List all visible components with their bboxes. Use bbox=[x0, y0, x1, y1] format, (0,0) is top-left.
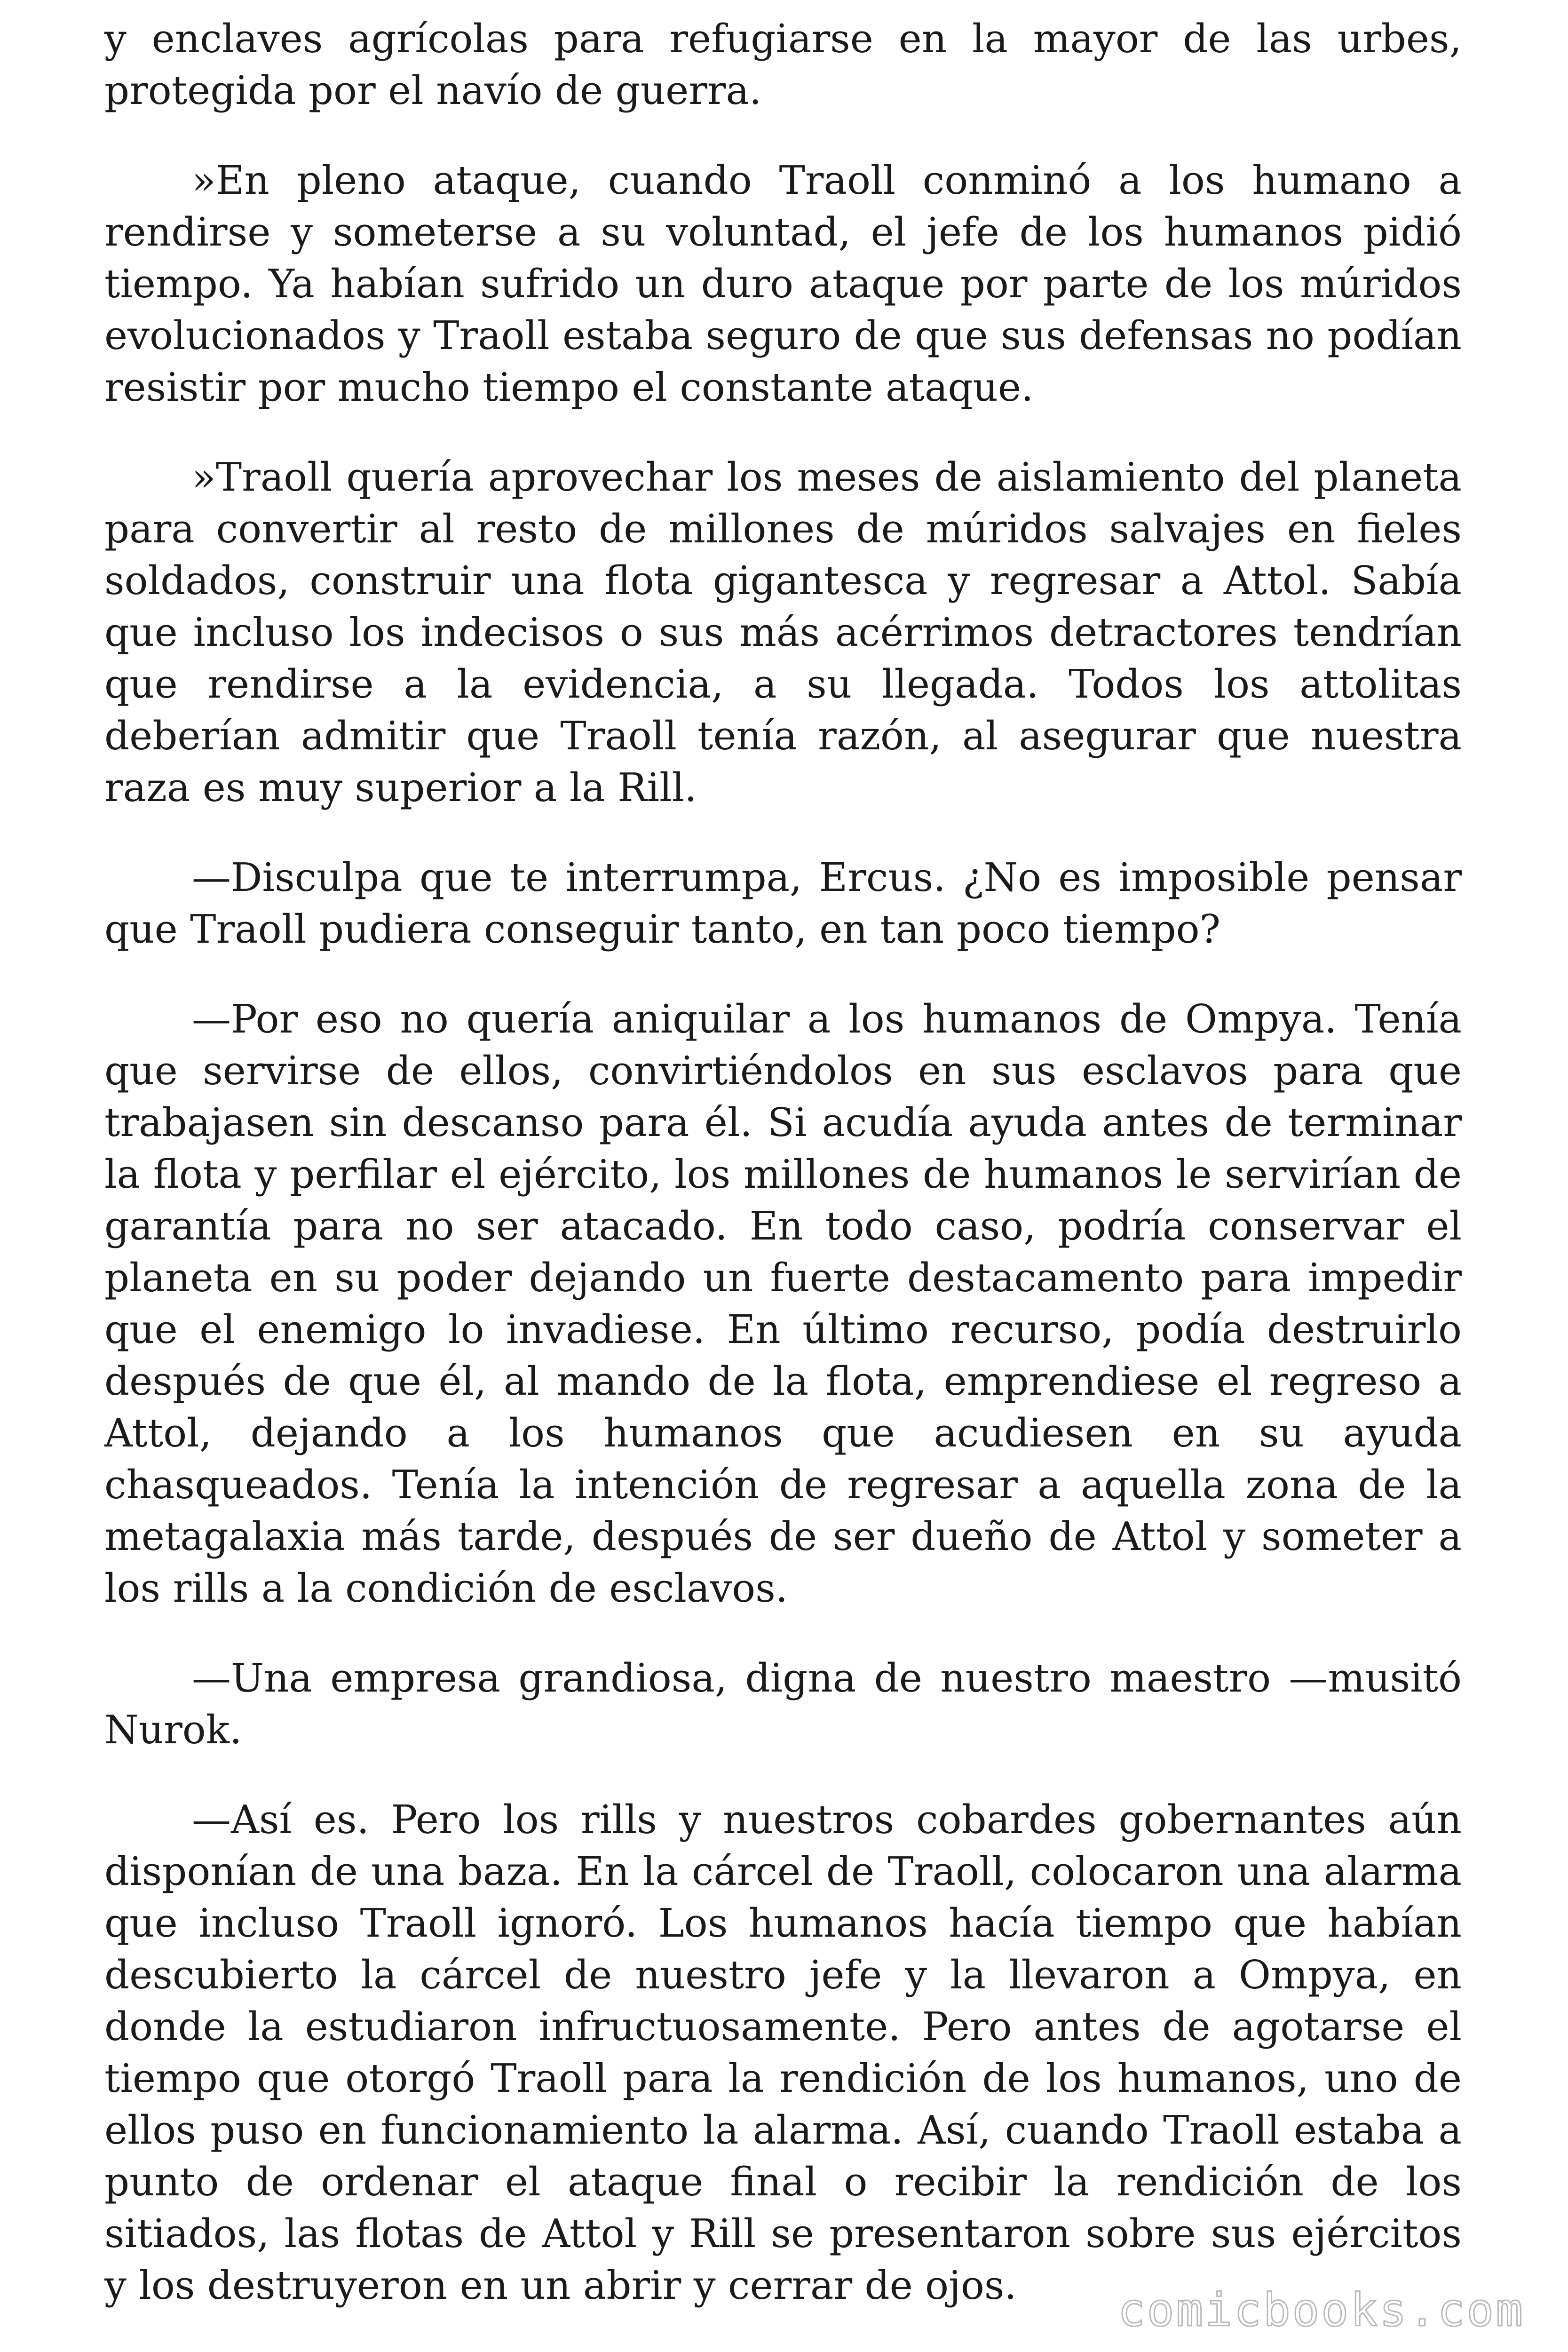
paragraph-dialogue-nurok: —Una empresa grandiosa, digna de nuestro maestro —musitó Nurok. bbox=[104, 1655, 1462, 1753]
book-page bbox=[104, 13, 1462, 2308]
watermark: comicbooks.com bbox=[1117, 2284, 1525, 2336]
paragraph-siege: »En pleno ataque, cuando Traoll conminó a los humano a rendirse y someterse a su voluntad, el jefe de los humanos pidió tiempo. Ya habían sufrido un duro ataque por parte de los múridos evolucionados y Traoll estaba seguro de que sus defensas no podían resistir por mucho tiempo el constante ataque. bbox=[104, 158, 1462, 410]
paragraph-dialogue-answer: —Por eso no quería aniquilar a los humanos de Ompya. Tenía que servirse de ellos, convirtiéndolos en sus esclavos para que trabajasen sin descanso para él. Si acudía ayuda antes de terminar la flota y perfilar el ejército, los millones de humanos le servirían de garantía para no ser atacado. En todo caso, podría conservar el planeta en su poder dejando un fuerte destacamento para impedir que el enemigo lo invadiese. En último recurso, podía destruirlo después de que él, al mando de la flota, emprendiese el regreso a Attol, dejando a los humanos que acudiesen en su ayuda chasqueados. Tenía la intención de regresar a aquella zona de la metagalaxia más tarde, después de ser dueño de Attol y someter a los rills a la condición de esclavos. bbox=[104, 996, 1462, 1611]
paragraph-continuation: y enclaves agrícolas para refugiarse en la mayor de las urbes, protegida por el navío de guerra. bbox=[104, 16, 1462, 113]
paragraph-dialogue-question: —Disculpa que te interrumpa, Ercus. ¿No es imposible pensar que Traoll pudiera conseguir tanto, en tan poco tiempo? bbox=[104, 855, 1462, 952]
paragraph-plan: »Traoll quería aprovechar los meses de aislamiento del planeta para convertir al resto de millones de múridos salvajes en fieles soldados, construir una flota gigantesca y regresar a Attol. Sabía que incluso los indecisos o sus más acérrimos detractores tendrían que rendirse a la evidencia, a su llegada. Todos los attolitas deberían admitir que Traoll tenía razón, al asegurar que nuestra raza es muy superior a la Rill. bbox=[104, 454, 1462, 810]
paragraph-dialogue-alarm: —Así es. Pero los rills y nuestros cobardes gobernantes aún disponían de una baza. En la cárcel de Traoll, colocaron una alarma que incluso Traoll ignoró. Los humanos hacía tiempo que habían descubierto la cárcel de nuestro jefe y la llevaron a Ompya, en donde la estudiaron infructuosamente. Pero antes de agotarse el tiempo que otorgó Traoll para la rendición de los humanos, uno de ellos puso en funcionamiento la alarma. Así, cuando Traoll estaba a punto de ordenar el ataque final o recibir la rendición de los sitiados, las flotas de Attol y Rill se presentaron sobre sus ejércitos y los destruyeron en un abrir y cerrar de ojos. bbox=[104, 1797, 1462, 2308]
